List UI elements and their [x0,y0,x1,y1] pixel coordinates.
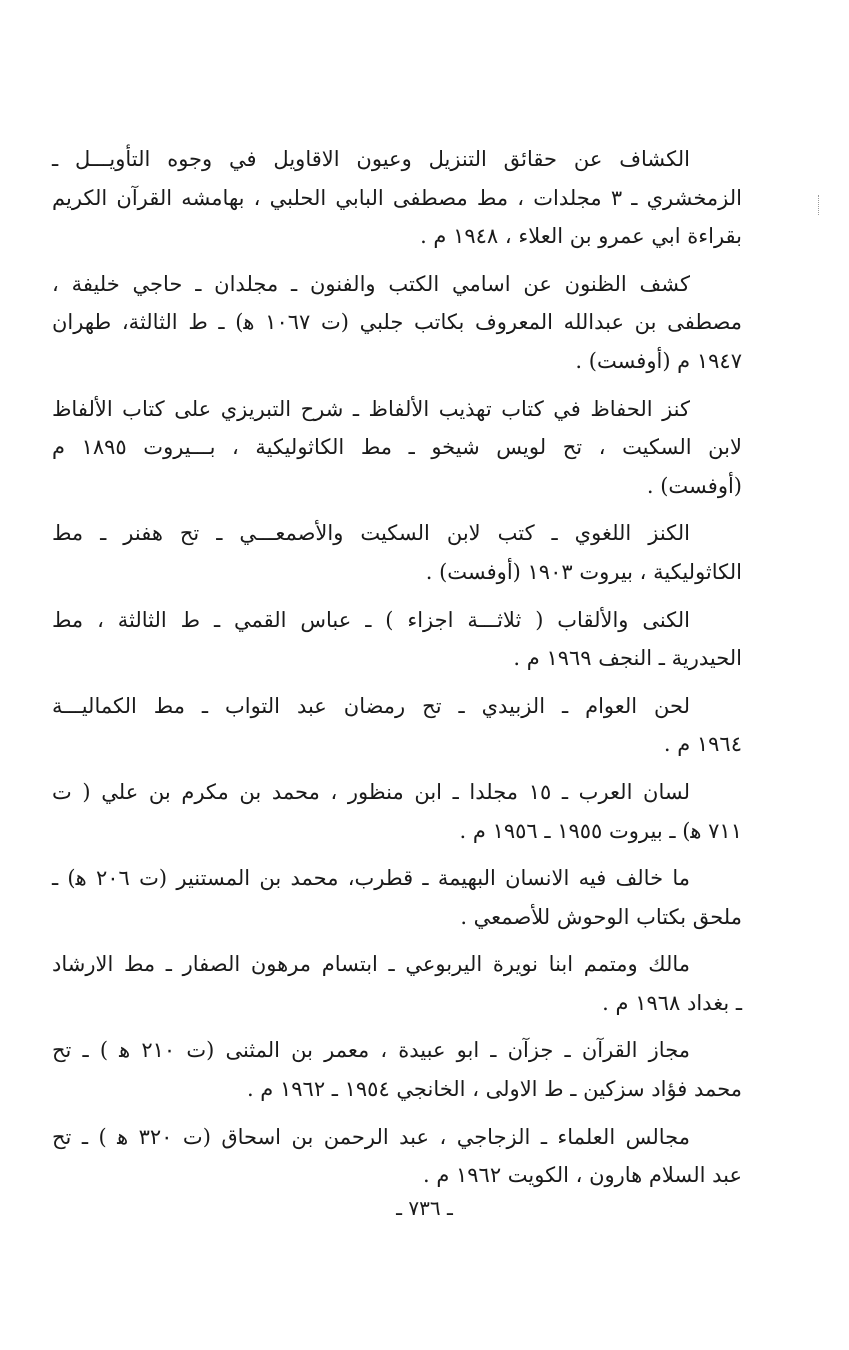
bibliography-entry [52,859,742,936]
bibliography-entry [52,1031,742,1108]
entry-line: الكاثوليكية ، بيروت ١٩٠٣ (أوفست) . [425,559,742,584]
entry-line: الزمخشري ـ ٣ مجلدات ، مط مصطفى البابي الحلبي ، بهامشه القرآن الكريم [52,185,743,210]
bibliography-entry [52,1118,742,1195]
bibliography-entry [52,514,742,591]
entry-line: كنز الحفاظ في كتاب تهذيب الألفاظ ـ شرح التبريزي على كتاب الألفاظ [52,396,690,421]
entry-line: ملحق بكتاب الوحوش للأصمعي . [460,904,742,929]
entry-line: (أوفست) . [646,473,742,498]
bibliography-entry [52,601,742,678]
entry-line: ما خالف فيه الانسان البهيمة ـ قطرب، محمد بن المستنير (ت ٢٠٦ ﻫ) ـ [52,866,690,891]
entry-line: عبد السلام هارون ، الكويت ١٩٦٢ م . [422,1163,742,1188]
entry-line: بقراءة ابي عمرو بن العلاء ، ١٩٤٨ م . [420,224,742,249]
bibliography-entry [52,687,742,764]
entry-line: الكنز اللغوي ـ كتب لابن السكيت والأصمعـــي ـ تح هفنر ـ مط [52,521,690,546]
entry-line: ١٩٦٤ م . [663,732,742,757]
bibliography-entry [52,140,742,256]
entry-line: مالك ومتمم ابنا نويرة اليربوعي ـ ابتسام مرهون الصفار ـ مط الارشاد [52,952,690,977]
entry-line: مجاز القرآن ـ جزآن ـ ابو عبيدة ، معمر بن المثنى (ت ٢١٠ ﻫ ) ـ تح [52,1038,690,1063]
entry-line: ١٩٤٧ م (أوفست) . [575,348,742,373]
bibliography-entry [52,773,742,850]
entry-line: محمد فؤاد سزكين ـ ط الاولى ، الخانجي ١٩٥٤ ـ ١٩٦٢ م . [246,1077,742,1102]
bibliography-entry [52,265,742,381]
entry-line: مصطفى بن عبدالله المعروف بكاتب جلبي (ت ١٠٦٧ ﻫ) ـ ط الثالثة، طهران [52,310,742,335]
bibliography-entry [52,390,742,506]
entry-line: لسان العرب ـ ١٥ مجلدا ـ ابن منظور ، محمد بن مكرم بن علي ( ت [52,779,690,804]
entry-line: كشف الظنون عن اسامي الكتب والفنون ـ مجلدان ـ حاجي خليفة ، [52,271,690,296]
entry-line: الحيدرية ـ النجف ١٩٦٩ م . [513,646,742,671]
entry-line: ٧١١ ﻫ) ـ بيروت ١٩٥٥ ـ ١٩٥٦ م . [459,818,742,843]
bibliography-entry [52,945,742,1022]
entry-line: مجالس العلماء ـ الزجاجي ، عبد الرحمن بن اسحاق (ت ٣٢٠ ﻫ ) ـ تح [52,1124,690,1149]
bibliography-list [52,140,742,1204]
page-number: ـ ٧٣٦ ـ [396,1196,453,1220]
entry-line: الكنى والألقاب ( ثلاثـــة اجزاء ) ـ عباس القمي ـ ط الثالثة ، مط [52,607,690,632]
entry-line: لابن السكيت ، تح لويس شيخو ـ مط الكاثوليكية ، بـــيروت ١٨٩٥ م [52,435,742,460]
entry-line: ـ بغداد ١٩٦٨ م . [602,990,742,1015]
entry-line: لحن العوام ـ الزبيدي ـ تح رمضان عبد التواب ـ مط الكماليـــة [52,693,690,718]
scan-edge-mark [818,195,821,215]
entry-line: الكشاف عن حقائق التنزيل وعيون الاقاويل في وجوه التأويـــل ـ [52,147,690,171]
